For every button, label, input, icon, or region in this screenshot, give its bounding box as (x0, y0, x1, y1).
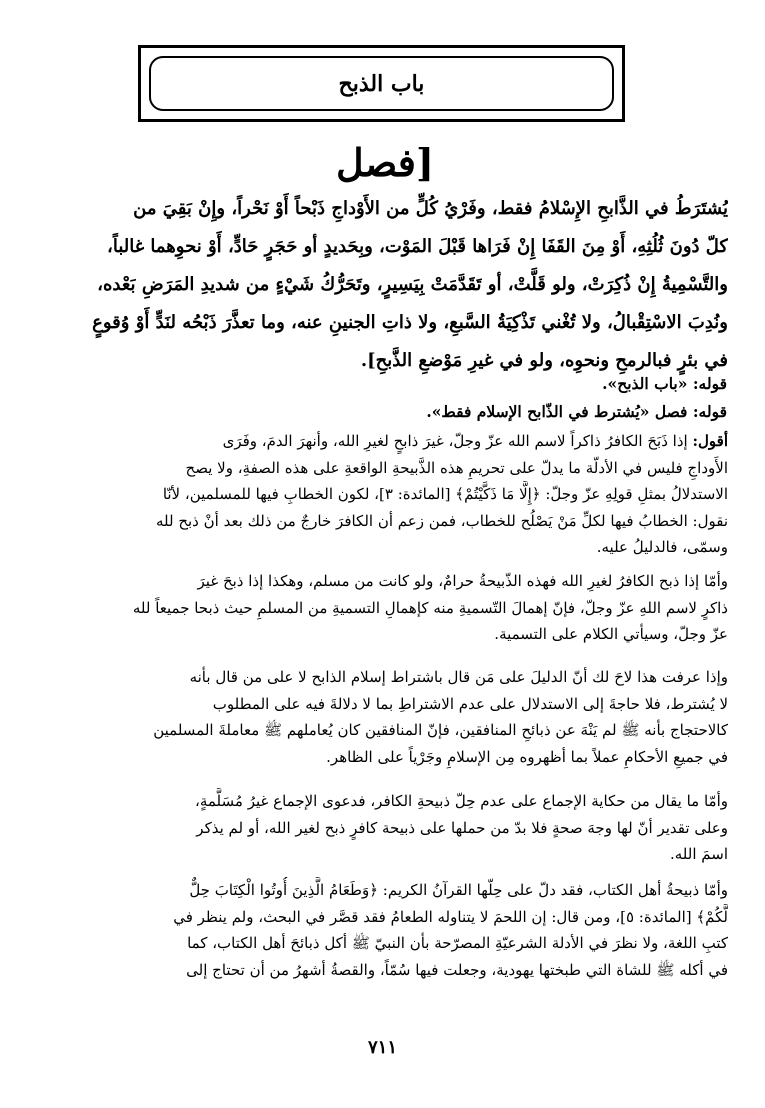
paragraph-line: وأمّا ما يقال من حكاية الإجماع على عدم حِلّ ذبيحةِ الكافر، فدعوى الإجماع غيرُ مُسَلَّمةٍ، (195, 792, 728, 810)
paragraph-line: عزّ وجلّ، وسيأتي الكلام على التسمية. (494, 625, 728, 643)
paragraph-line: في أكله ﷺ للشاة التي طبختها يهودية، وجعلت فيها سُمّاً، والقصةُ أشهرُ من أن تحتاج إلى (186, 960, 728, 979)
paragraph-line: كتبِ اللغة، ولا نظرَ في الأدلة الشرعيّةِ المصرّحة بأن النبيّ ﷺ أكل ذبائحَ أهل الكتاب، كما (187, 934, 728, 952)
paragraph-line: ذاكرٍ لاسم اللهِ عزّ وجلّ، فإنّ إهمالَ التّسميةِ منه كإهمالِ التسميةِ من المسلمِ حيث ذبحا جميعاً لله (132, 598, 728, 617)
chapter-title: باب الذبح (338, 70, 425, 97)
paragraph-line: في جميعِ الأحكامِ عملاً بما أظهروه مِن الإسلامِ وجَرْياً على الظاهر. (326, 747, 728, 766)
commentary-quote (67, 370, 727, 398)
paragraph-line: أقول: إذا ذَبَحَ الكافرُ ذاكراً لاسم الله عزّ وجلّ، غيرَ ذابحٍ لغيرِ الله، وأنهرَ الدمَ، وفَرَى (222, 432, 728, 450)
page-number: ٧١١ (367, 1037, 397, 1058)
paragraph-line: وأمّا ذبيحةُ أهل الكتاب، فقد دلّ على حِلّها القرآنُ الكريم: ﴿وَطَعَامُ الَّذِينَ أُوتُوا الْكِتَابَ حِلٌّ (189, 881, 728, 899)
matn-line: ونُدِبَ الاسْتِقْبالُ، ولا تُغْني تَذْكِيَةُ السَّبعِ، ولا ذاتِ الجنينِ عنه، وما تعذَّرَ ذَبْحُه لنَدٍّ أَوْ وُقوعٍ (92, 312, 728, 333)
paragraph-line: الاستدلالُ بمثلِ قولِهِ عزّ وجلّ: ﴿إِلَّا مَا ذَكَّيْتُمْ﴾ [المائدة: ٣]، لكون الخطابِ فيها للمسلمين، لأنّا (162, 485, 728, 503)
quote-text: «باب الذبح». (602, 374, 688, 393)
quote-text: فصل «يُشترط في الذّابح الإسلام فقط». (426, 402, 688, 421)
chapter-title-frame (138, 45, 625, 122)
matn-line: في بئرٍ فبالرمحِ ونحوِه، ولو في غيرِ مَوْضعِ الذَّبحِ]. (360, 350, 728, 371)
commentary-paragraph (38, 877, 728, 983)
paragraph-line: وسمّى، فالدليلُ عليه. (596, 538, 728, 556)
commentary-paragraph (38, 568, 728, 648)
paragraph-line: كالاحتجاج بأنه ﷺ لم يَنْهَ عن ذبائحِ المنافقين، فإنّ المنافقين كان يُعاملهم ﷺ معاملةَ المسلمين (153, 721, 728, 739)
paragraph-line: وعلى تقدير أنّ لها وجهَ صحةٍ فلا بدّ من حملها على ذبيحة كافرٍ ذبح لغير الله، أو لم يذكر (196, 818, 728, 837)
paragraph-line: نقول: الخطابُ فيها لكلِّ مَنْ يَصْلُح للخطاب، فمن زعم أن الكافرَ خارجٌ من ذلك بعد أنْ ذبح لله (155, 511, 728, 530)
paragraph-lead: أقول: (692, 432, 728, 450)
commentary-paragraph (38, 664, 728, 770)
commentary-paragraph (38, 788, 728, 868)
matn-text (40, 190, 728, 380)
paragraph-line: وأمّا إذا ذبح الكافرُ لغيرِ الله فهذه الذّبيحةُ حرامٌ، ولو كانت من مسلم، وهكذا إذا ذبحَ غيرَ (197, 572, 728, 590)
commentary-quote (67, 398, 727, 426)
section-heading: [فصل (336, 140, 434, 185)
paragraph-line: اسمَ الله. (669, 845, 728, 863)
paragraph-line: لا يُشترط، فلا حاجةَ إلى الاستدلال على عدم الاشتراطِ بما لا دلالةَ فيه على المطلوب (212, 694, 728, 713)
quote-label: قوله: (692, 402, 727, 421)
paragraph-line: الأَوداجِ فليس في الأدلّة ما يدلّ على تحريمِ هذه الذَّبيحةِ الواقعةِ على هذه الصفةِ، ولا يصح (185, 458, 728, 477)
quote-label: قوله: (692, 374, 727, 393)
matn-line: والتَّسْمِيةُ إِنْ ذُكِرَتْ، ولو قَلَّتْ، أو تَقَدَّمَتْ بِيَسِيرٍ، وتَحَرُّكُ شَيْءٍ من شديدِ المَرَضِ بَعْده، (97, 274, 728, 295)
paragraph-line: لَّكُمْ﴾ [المائدة: ٥]، ومن قال: إن اللحمَ لا يتناوله الطعامُ فقد قصَّر في البحث، ولم ينظر في (173, 907, 728, 926)
commentary-paragraph (38, 428, 728, 561)
matn-line: يُشتَرَطُ في الذَّابحِ الإِسْلامُ فقط، وفَرْيُ كُلٍّ من الأَوْداجِ ذَبْحاً أَوْ نَحْراً، وإِنْ بَقِيَ من (133, 198, 728, 219)
paragraph-line: وإذا عرفت هذا لاحَ لك أنّ الدليلَ على مَن قال باشتراط إسلام الذابح لا على من قال بأنه (189, 668, 728, 686)
chapter-title-inner-frame (149, 56, 614, 111)
matn-line: كلّ دُونَ ثُلُثِهِ، أَوْ مِنَ القَفَا إِنْ فَرَاها قَبْلَ المَوْت، وبِحَديدٍ أو حَجَرٍ حَادٍّ، أَوْ نحوِهما غالباً، (107, 236, 728, 257)
